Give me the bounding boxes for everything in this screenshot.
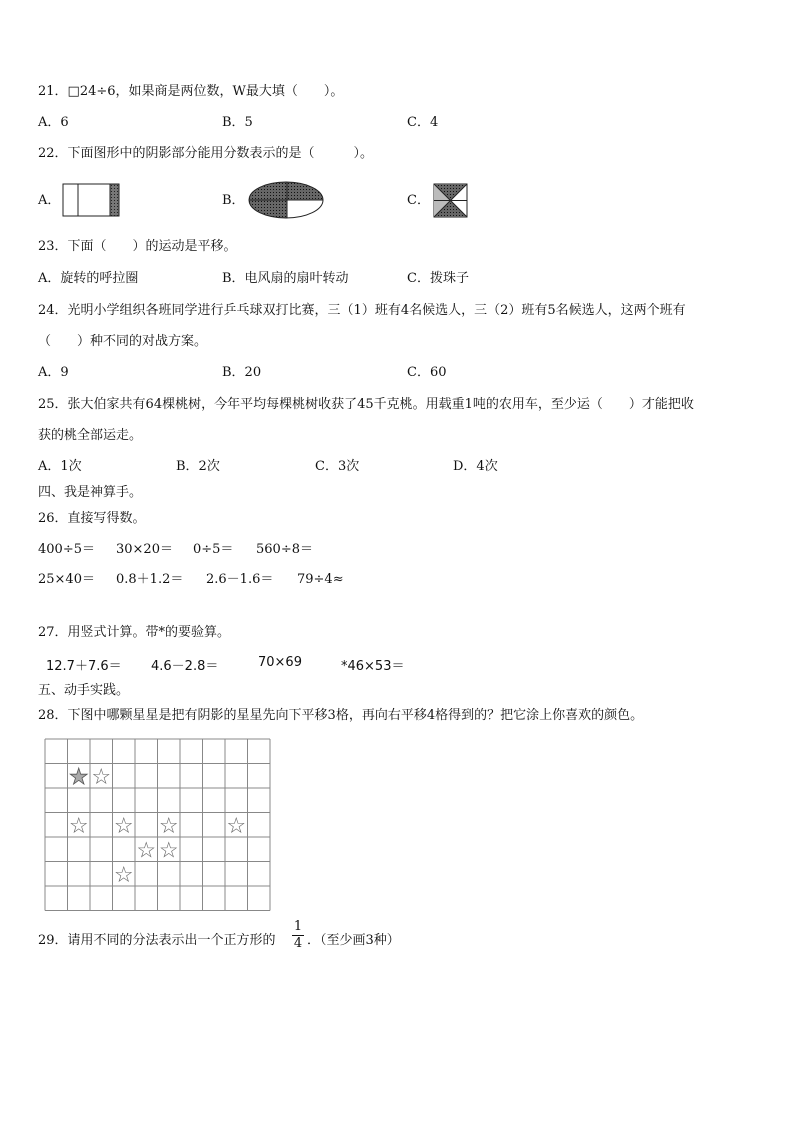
q24-stem-line2: （ ）种不同的对战方案。 (38, 334, 208, 349)
star-icon: ☆ (136, 838, 157, 864)
q27-item: 12.7＋7.6＝ (46, 659, 122, 674)
q25-option-d: D．4次 (453, 459, 498, 474)
q24-stem-line1: 24．光明小学组织各班同学进行乒乓球双打比赛，三（1）班有4名候选人，三（2）班有5名候选人，这两个班有 (38, 303, 686, 318)
q23-option-b: B．电风扇的扇叶转动 (222, 271, 349, 286)
q26-item: 79÷4≈ (297, 572, 344, 587)
q25-stem-line1: 25．张大伯家共有64棵桃树，今年平均每棵桃树收获了45千克桃。用载重1吨的农用车，至少运（ ）才能把收 (38, 397, 694, 412)
q24-option-c: C．60 (407, 365, 447, 380)
q28-star-grid (44, 738, 272, 911)
star-icon: ☆ (91, 764, 112, 790)
q24-option-a: A．9 (38, 365, 69, 380)
q29-fraction-numerator: 1 (293, 919, 303, 934)
q26-item: 560÷8＝ (256, 542, 313, 557)
star-icon: ☆ (113, 813, 134, 839)
q22-label-c: C． (407, 193, 430, 208)
section4-title: 四、我是神算手。 (38, 485, 143, 500)
q21-option-c: C．4 (407, 115, 439, 130)
q24-option-b: B．20 (222, 365, 262, 380)
q22-figure-b (246, 180, 326, 220)
star-icon: ☆ (226, 813, 247, 839)
q26-item: 25×40＝ (38, 572, 95, 587)
q27-item: 4.6－2.8＝ (151, 659, 219, 674)
shaded-star-icon: ★ (68, 764, 89, 790)
q26-item: 2.6－1.6＝ (206, 572, 274, 587)
q25-option-c: C．3次 (315, 459, 360, 474)
q27-item: 70×69 (258, 655, 302, 670)
q26-item: 400÷5＝ (38, 542, 95, 557)
q29-fraction-denominator: 4 (293, 936, 303, 951)
q26-item: 0.8＋1.2＝ (116, 572, 184, 587)
q28-stem: 28．下图中哪颗星星是把有阴影的星星先向下平移3格，再向右平移4格得到的？把它涂上你喜欢的颜色。 (38, 708, 644, 723)
q21-stem: 21．□24÷6，如果商是两位数，W最大填（ ）。 (38, 84, 344, 99)
q21-option-a: A．6 (38, 115, 69, 130)
star-icon: ☆ (113, 862, 134, 888)
q23-option-a: A．旋转的呼拉圈 (38, 271, 139, 286)
q22-figure-c (432, 182, 470, 220)
star-icon: ☆ (158, 813, 179, 839)
q27-stem: 27．用竖式计算。带*的要验算。 (38, 625, 231, 640)
q22-stem: 22．下面图形中的阴影部分能用分数表示的是（ ）。 (38, 146, 374, 161)
star-icon: ☆ (158, 838, 179, 864)
q21-option-b: B．5 (222, 115, 253, 130)
q29-stem-before: 29．请用不同的分法表示出一个正方形的 (38, 933, 276, 948)
q22-label-b: B． (222, 193, 245, 208)
q25-option-b: B．2次 (176, 459, 220, 474)
q22-figure-a (60, 182, 122, 218)
q29-fraction (292, 920, 304, 951)
q26-item: 30×20＝ (116, 542, 173, 557)
q27-item: *46×53＝ (341, 659, 405, 674)
q22-label-a: A． (38, 193, 61, 208)
q26-item: 0÷5＝ (193, 542, 234, 557)
section5-title: 五、动手实践。 (38, 683, 130, 698)
q26-stem: 26．直接写得数。 (38, 511, 146, 526)
q25-option-a: A．1次 (38, 459, 82, 474)
q25-stem-line2: 获的桃全部运走。 (38, 428, 143, 443)
q23-option-c: C．拨珠子 (407, 271, 469, 286)
q29-stem-after: ．（至少画3种） (307, 933, 400, 948)
q23-stem: 23．下面（ ）的运动是平移。 (38, 239, 237, 254)
star-icon: ☆ (68, 813, 89, 839)
